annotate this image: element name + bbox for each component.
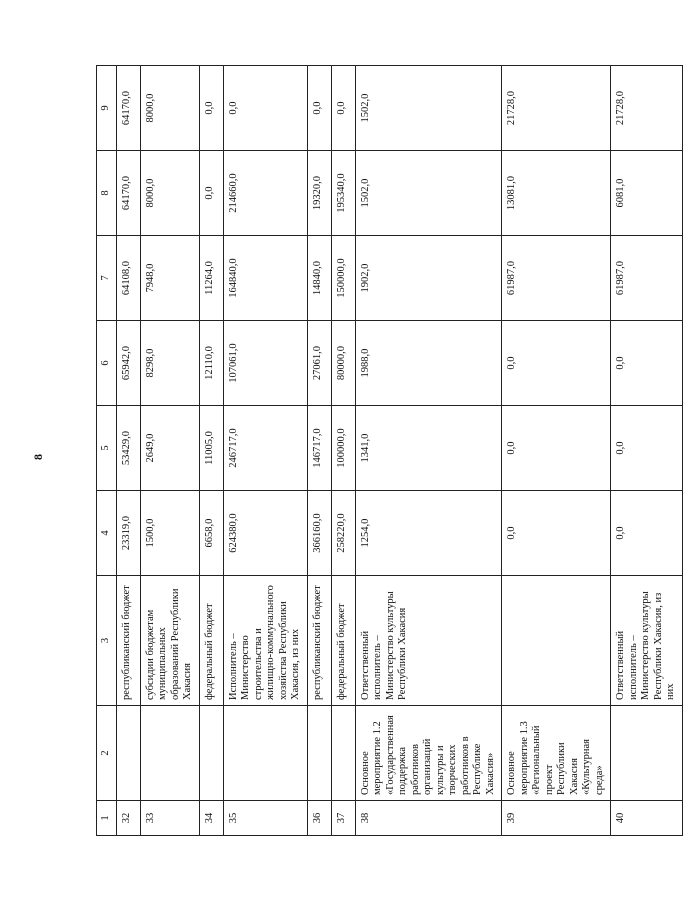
source-cell xyxy=(502,576,611,706)
source-cell: республиканский бюджет xyxy=(116,576,140,706)
row-number-cell: 38 xyxy=(355,801,502,836)
row-number-cell: 33 xyxy=(140,801,199,836)
column-header: 5 xyxy=(97,406,117,491)
value-cell: 12110,0 xyxy=(199,321,223,406)
row-number-cell: 35 xyxy=(223,801,307,836)
value-cell: 80000,0 xyxy=(331,321,355,406)
value-cell: 164840,0 xyxy=(223,236,307,321)
value-cell: 0,0 xyxy=(611,491,683,576)
value-cell: 8298,0 xyxy=(140,321,199,406)
event-cell xyxy=(307,706,331,801)
value-cell: 0,0 xyxy=(223,66,307,151)
source-cell: Ответственный исполнитель – Министерство культуры Республики Хакасия, из них xyxy=(611,576,683,706)
source-cell: федеральный бюджет xyxy=(199,576,223,706)
value-cell: 1254,0 xyxy=(355,491,502,576)
value-cell: 146717,0 xyxy=(307,406,331,491)
column-header: 8 xyxy=(97,151,117,236)
value-cell: 1341,0 xyxy=(355,406,502,491)
table-row xyxy=(116,66,140,836)
value-cell: 0,0 xyxy=(611,406,683,491)
value-cell: 246717,0 xyxy=(223,406,307,491)
value-cell: 23319,0 xyxy=(116,491,140,576)
event-cell xyxy=(199,706,223,801)
value-cell: 8000,0 xyxy=(140,151,199,236)
value-cell: 624380,0 xyxy=(223,491,307,576)
source-cell: Исполнитель – Министерство строительства и жилищно-коммунального хозяйства Республики Хакасия, из них xyxy=(223,576,307,706)
value-cell: 8000,0 xyxy=(140,66,199,151)
value-cell: 65942,0 xyxy=(116,321,140,406)
value-cell: 0,0 xyxy=(502,406,611,491)
table-row xyxy=(199,66,223,836)
table-header-row xyxy=(97,66,117,836)
row-number-cell: 32 xyxy=(116,801,140,836)
column-header: 3 xyxy=(97,576,117,706)
value-cell: 64170,0 xyxy=(116,151,140,236)
source-cell: субсидии бюджетам муниципальных образований Республики Хакасия xyxy=(140,576,199,706)
table-row xyxy=(355,66,502,836)
value-cell: 7948,0 xyxy=(140,236,199,321)
value-cell: 100000,0 xyxy=(331,406,355,491)
value-cell: 0,0 xyxy=(199,66,223,151)
value-cell: 19320,0 xyxy=(307,151,331,236)
table-row xyxy=(223,66,307,836)
row-number-cell: 34 xyxy=(199,801,223,836)
event-cell xyxy=(611,706,683,801)
value-cell: 1500,0 xyxy=(140,491,199,576)
value-cell: 13081,0 xyxy=(502,151,611,236)
value-cell: 61987,0 xyxy=(502,236,611,321)
column-header: 4 xyxy=(97,491,117,576)
value-cell: 0,0 xyxy=(307,66,331,151)
value-cell: 21728,0 xyxy=(502,66,611,151)
value-cell: 1502,0 xyxy=(355,151,502,236)
column-header: 6 xyxy=(97,321,117,406)
value-cell: 14840,0 xyxy=(307,236,331,321)
value-cell: 0,0 xyxy=(502,491,611,576)
budget-table xyxy=(96,65,683,836)
value-cell: 61987,0 xyxy=(611,236,683,321)
event-cell xyxy=(140,706,199,801)
table-row xyxy=(140,66,199,836)
value-cell: 107061,0 xyxy=(223,321,307,406)
value-cell: 64170,0 xyxy=(116,66,140,151)
value-cell: 214660,0 xyxy=(223,151,307,236)
table-row xyxy=(307,66,331,836)
value-cell: 150000,0 xyxy=(331,236,355,321)
value-cell: 21728,0 xyxy=(611,66,683,151)
event-cell xyxy=(331,706,355,801)
rotated-table-container xyxy=(96,66,676,836)
page-number: 8 xyxy=(31,454,45,460)
column-header: 1 xyxy=(97,801,117,836)
source-cell: федеральный бюджет xyxy=(331,576,355,706)
value-cell: 11264,0 xyxy=(199,236,223,321)
value-cell: 1988,0 xyxy=(355,321,502,406)
value-cell: 0,0 xyxy=(199,151,223,236)
table-row xyxy=(331,66,355,836)
event-cell xyxy=(116,706,140,801)
event-cell xyxy=(223,706,307,801)
value-cell: 53429,0 xyxy=(116,406,140,491)
value-cell: 6658,0 xyxy=(199,491,223,576)
source-cell: Ответственный исполнитель – Министерство культуры Республики Хакасия xyxy=(355,576,502,706)
column-header: 9 xyxy=(97,66,117,151)
row-number-cell: 37 xyxy=(331,801,355,836)
value-cell: 366160,0 xyxy=(307,491,331,576)
value-cell: 27061,0 xyxy=(307,321,331,406)
value-cell: 0,0 xyxy=(331,66,355,151)
column-header: 7 xyxy=(97,236,117,321)
event-cell: Основное мероприятие 1.2 «Государственная поддержка работников организаций культуры и творческих работников в Республике Хакасия» xyxy=(355,706,502,801)
value-cell: 1502,0 xyxy=(355,66,502,151)
value-cell: 64108,0 xyxy=(116,236,140,321)
value-cell: 258220,0 xyxy=(331,491,355,576)
value-cell: 1902,0 xyxy=(355,236,502,321)
event-cell: Основное мероприятие 1.3 «Региональный проект Республики Хакасия «Культурная среда» xyxy=(502,706,611,801)
column-header: 2 xyxy=(97,706,117,801)
row-number-cell: 39 xyxy=(502,801,611,836)
row-number-cell: 40 xyxy=(611,801,683,836)
source-cell: республиканский бюджет xyxy=(307,576,331,706)
value-cell: 11005,0 xyxy=(199,406,223,491)
value-cell: 2649,0 xyxy=(140,406,199,491)
value-cell: 195340,0 xyxy=(331,151,355,236)
value-cell: 6081,0 xyxy=(611,151,683,236)
row-number-cell: 36 xyxy=(307,801,331,836)
table-row xyxy=(611,66,683,836)
value-cell: 0,0 xyxy=(611,321,683,406)
table-row xyxy=(502,66,611,836)
value-cell: 0,0 xyxy=(502,321,611,406)
